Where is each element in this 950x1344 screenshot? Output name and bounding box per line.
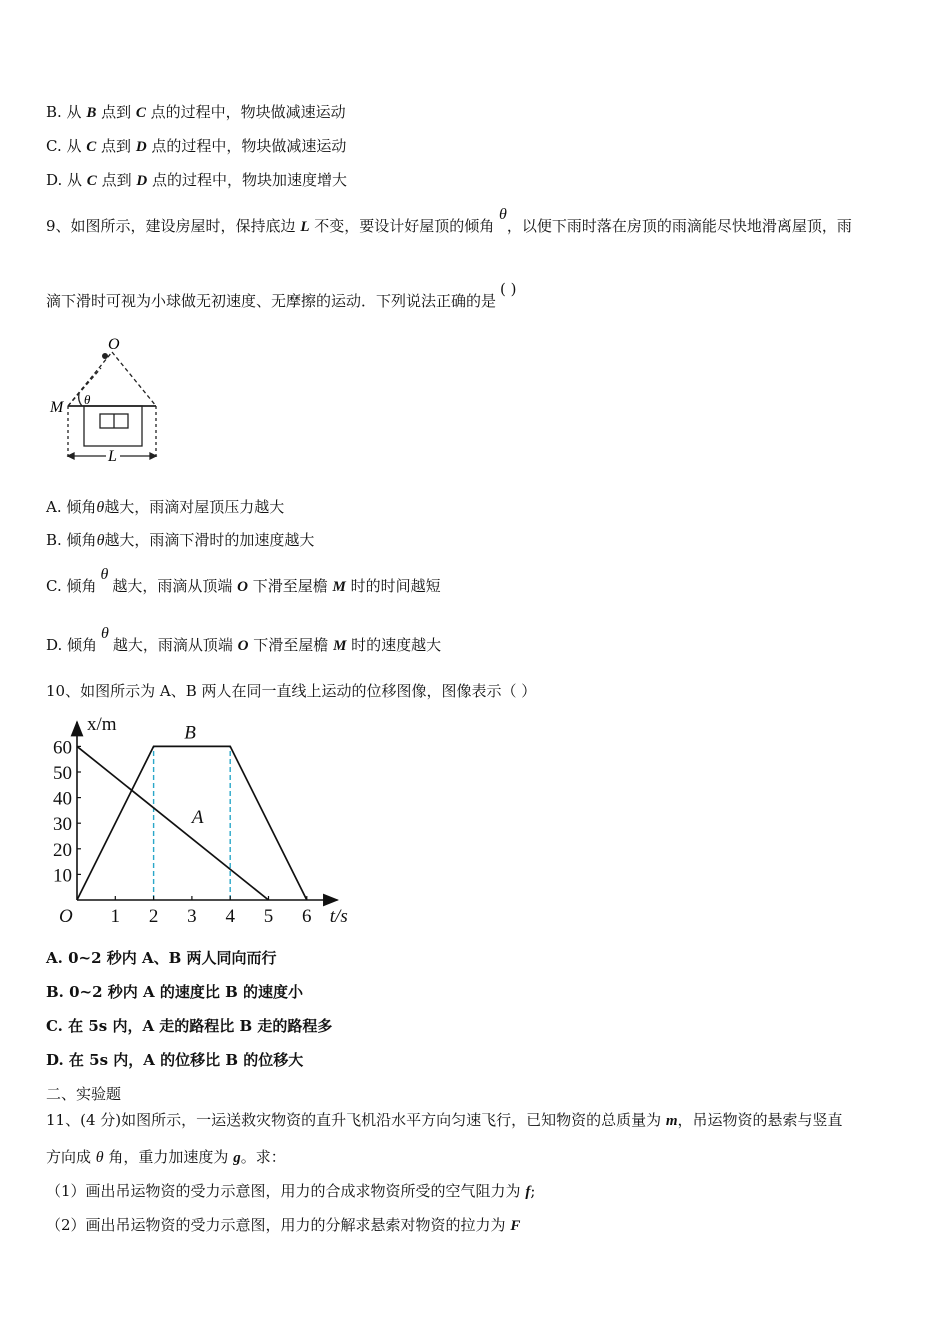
var-g: g [233, 1150, 241, 1166]
point-label: D [135, 139, 147, 155]
x-tick-label: 1 [110, 906, 121, 927]
x-axis-label: t/s [329, 906, 348, 927]
q9-stem-line1 [46, 206, 852, 237]
x-tick-label: 6 [302, 906, 312, 927]
var-theta: θ [101, 625, 109, 642]
var-O: O [237, 638, 249, 654]
point-label: B [86, 105, 97, 121]
raindrop-dot [102, 353, 108, 359]
text: 时的时间越短 [345, 577, 441, 595]
text: 角，重力加速度为 [103, 1148, 234, 1166]
q9-option-b [46, 530, 314, 551]
q11-line1 [46, 1110, 843, 1131]
y-tick-label: 50 [53, 763, 72, 784]
point-label: C [86, 139, 97, 155]
house-body [84, 406, 142, 446]
var-theta: θ [96, 499, 105, 516]
text: 下滑至屋檐 [248, 636, 334, 654]
label-theta: θ [84, 392, 91, 407]
q11-part2 [46, 1215, 520, 1236]
series-a-line [77, 746, 269, 900]
q9-stem-line2 [46, 280, 517, 311]
text: 点到 [96, 103, 136, 121]
q11-line2 [46, 1147, 286, 1168]
text: 9、如图所示，建设房屋时，保持底边 [46, 217, 301, 235]
text: 点的过程中，物块做减速运动 [146, 137, 347, 155]
y-tick-label: 10 [53, 865, 72, 887]
var-theta: θ [100, 566, 109, 583]
text: B. 从 [46, 103, 87, 121]
position-time-chart [40, 708, 360, 934]
text: 越大，雨滴从顶端 [112, 577, 238, 595]
text: 越大，雨滴对屋顶压力越大 [104, 498, 285, 516]
text: （1）画出吊运物资的受力示意图，用力的合成求物资所受的空气阻力为 [46, 1182, 526, 1200]
text: D. 从 [46, 171, 87, 189]
text: C. 倾角 [46, 577, 97, 595]
text: A. 倾角 [46, 498, 97, 516]
origin-label: O [59, 906, 73, 927]
text: 点到 [96, 171, 137, 189]
label-O: O [108, 336, 120, 353]
answer-bracket: ( ) [500, 280, 517, 298]
text: 点的过程中，物块加速度增大 [147, 171, 347, 189]
var-theta: θ [499, 206, 507, 223]
dim-arrow-right [150, 453, 156, 459]
var-M: M [333, 638, 347, 654]
x-tick-label: 4 [225, 906, 235, 927]
text: 10、如图所示为 A、B 两人在同一直线上运动的位移图像，图像表示（ ） [46, 682, 537, 700]
var-M: M [332, 579, 346, 595]
text: 不变，要设计好屋顶的倾角 [309, 217, 500, 235]
text: 。求： [240, 1148, 286, 1166]
var-theta: θ [96, 532, 105, 549]
text: C. 在 5s 内，A 走的路程比 B 走的路程多 [46, 1017, 333, 1035]
point-label: D [136, 173, 148, 189]
label-M: M [50, 399, 64, 416]
roof-right-dashed [112, 352, 156, 406]
text: （2）画出吊运物资的受力示意图，用力的分解求悬索对物资的拉力为 [46, 1216, 511, 1234]
point-label: C [135, 105, 146, 121]
x-tick-label: 3 [187, 906, 197, 927]
text: 二、实验题 [46, 1085, 122, 1103]
var-O: O [237, 579, 248, 595]
q8-option-b [46, 102, 346, 123]
text: ，以便下雨时落在房顶的雨滴能尽快地滑离屋顶，雨 [506, 217, 852, 235]
q10-option-b [46, 982, 303, 1002]
section-title [46, 1084, 121, 1104]
var-F: F [510, 1218, 521, 1234]
y-axis-label: x/m [87, 714, 117, 735]
var-f: f [525, 1184, 531, 1200]
text: 11、(4 分)如图所示，一运送救灾物资的直升飞机沿水平方向匀速飞行，已知物资的总质量为 [46, 1111, 666, 1129]
q10-option-d [46, 1050, 303, 1070]
text: 下滑至屋檐 [247, 577, 333, 595]
text: B. 倾角 [46, 531, 97, 549]
var-theta: θ [95, 1149, 104, 1166]
point-label: C [86, 173, 97, 189]
q10-option-a [46, 948, 277, 968]
text: 时的速度越大 [346, 636, 442, 654]
text: ，吊运物资的悬索与竖直 [677, 1111, 843, 1129]
house-figure [44, 332, 174, 467]
text: ; [530, 1182, 536, 1200]
dim-arrow-left [68, 453, 74, 459]
text: D. 倾角 [46, 636, 98, 654]
y-tick-label: 60 [53, 737, 72, 759]
x-tick-label: 2 [148, 906, 159, 927]
y-tick-label: 20 [53, 839, 72, 861]
text: 点到 [96, 137, 136, 155]
text: 越大，雨滴从顶端 [112, 636, 238, 654]
q9-option-a [46, 497, 284, 518]
y-tick-label: 30 [53, 814, 72, 836]
text: B. 0~2 秒内 A 的速度比 B 的速度小 [46, 983, 303, 1001]
q9-option-d [46, 625, 442, 656]
y-tick-label: 40 [53, 788, 72, 810]
q10-option-c [46, 1016, 332, 1036]
q11-part1 [46, 1181, 535, 1202]
text: 方向成 [46, 1148, 96, 1166]
series-a-label: A [191, 807, 204, 829]
var-m: m [665, 1113, 678, 1129]
text: 点的过程中，物块做减速运动 [145, 103, 346, 121]
x-tick-label: 5 [263, 906, 274, 927]
text: 滴下滑时可视为小球做无初速度、无摩擦的运动．下列说法正确的是 [46, 292, 497, 310]
theta-arc [79, 394, 82, 406]
text: C. 从 [46, 137, 87, 155]
q8-option-c [46, 136, 346, 157]
var-L: L [300, 219, 310, 235]
text: 越大，雨滴下滑时的加速度越大 [104, 531, 315, 549]
q9-option-c [46, 566, 441, 597]
label-L: L [108, 448, 117, 465]
q8-option-d [46, 170, 347, 191]
series-b-label: B [184, 722, 196, 744]
text: D. 在 5s 内，A 的位移比 B 的位移大 [46, 1051, 304, 1069]
text: A. 0~2 秒内 A、B 两人同向而行 [46, 949, 277, 967]
q10-stem [46, 681, 536, 701]
